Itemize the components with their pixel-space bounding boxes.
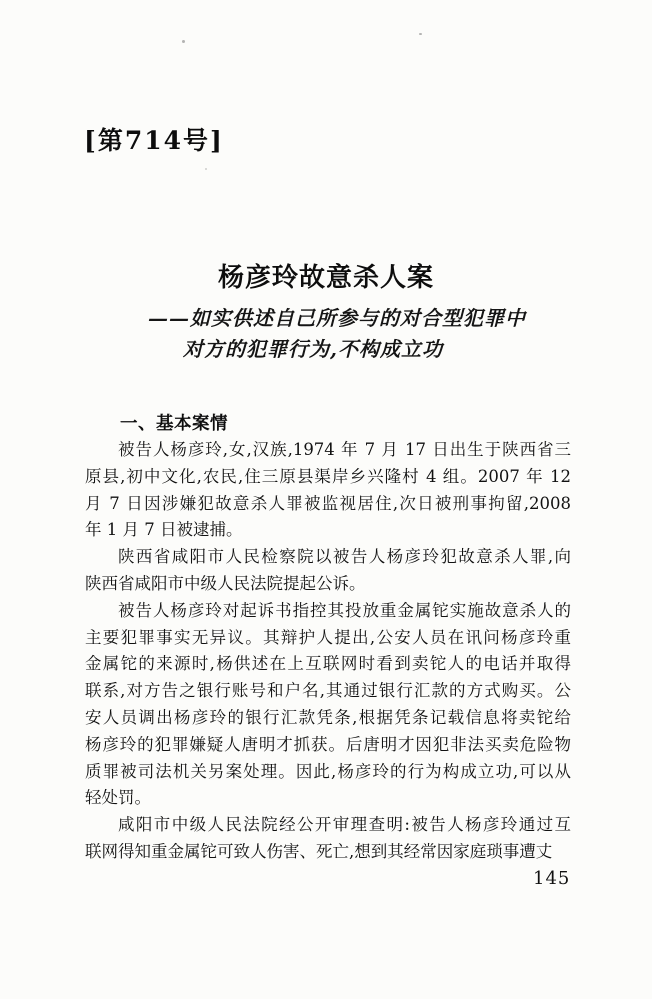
body-line: 质罪被司法机关另案处理。因此,杨彦玲的行为构成立功,可以从 [85,761,571,781]
body-line: 联网得知重金属铊可致人伤害、死亡,想到其经常因家庭琐事遭丈 [85,841,553,861]
body-line: 轻处罚。 [85,788,151,808]
body-line: 年 1 月 7 日被逮捕。 [85,520,243,540]
body-line: 金属铊的来源时,杨供述在上互联网时看到卖铊人的电话并取得 [85,654,571,674]
body-line: 月 7 日因涉嫌犯故意杀人罪被监视居住,次日被刑事拘留,2008 [85,493,571,513]
scan-speck [182,40,185,43]
body-line: 被告人杨彦玲对起诉书指控其投放重金属铊实施故意杀人的 [118,600,571,620]
body-line: 被告人杨彦玲,女,汉族,1974 年 7 月 17 日出生于陕西省三 [118,440,571,459]
body-text [85,437,571,866]
scan-speck [419,33,422,35]
subtitle-line-1: ——如实供述自己所参与的对合型犯罪中 [148,306,526,330]
body-line: 陕西省咸阳市中级人民法院提起公诉。 [85,573,366,593]
body-line: 咸阳市中级人民法院经公开审理查明:被告人杨彦玲通过互 [118,815,571,835]
case-number: [第714号] [84,126,224,155]
body-line: 原县,初中文化,农民,住三原县渠岸乡兴隆村 4 组。2007 年 12 [85,466,571,486]
subtitle-line-2: 对方的犯罪行为,不构成立功 [183,337,443,361]
page-number: 145 [533,868,571,889]
case-subtitle [0,303,652,365]
scan-speck [205,168,207,170]
body-line: 杨彦玲的犯罪嫌疑人唐明才抓获。后唐明才因犯非法买卖危险物 [85,734,571,754]
body-line: 陕西省咸阳市人民检察院以被告人杨彦玲犯故意杀人罪,向 [118,547,571,567]
body-line: 安人员调出杨彦玲的银行汇款凭条,根据凭条记载信息将卖铊给 [85,707,571,727]
body-line: 主要犯罪事实无异议。其辩护人提出,公安人员在讯问杨彦玲重 [85,627,571,647]
case-title: 杨彦玲故意杀人案 [217,263,434,293]
body-line: 联系,对方告之银行账号和户名,其通过银行汇款的方式购买。公 [85,681,571,701]
section-heading: 一、基本案情 [120,414,228,434]
